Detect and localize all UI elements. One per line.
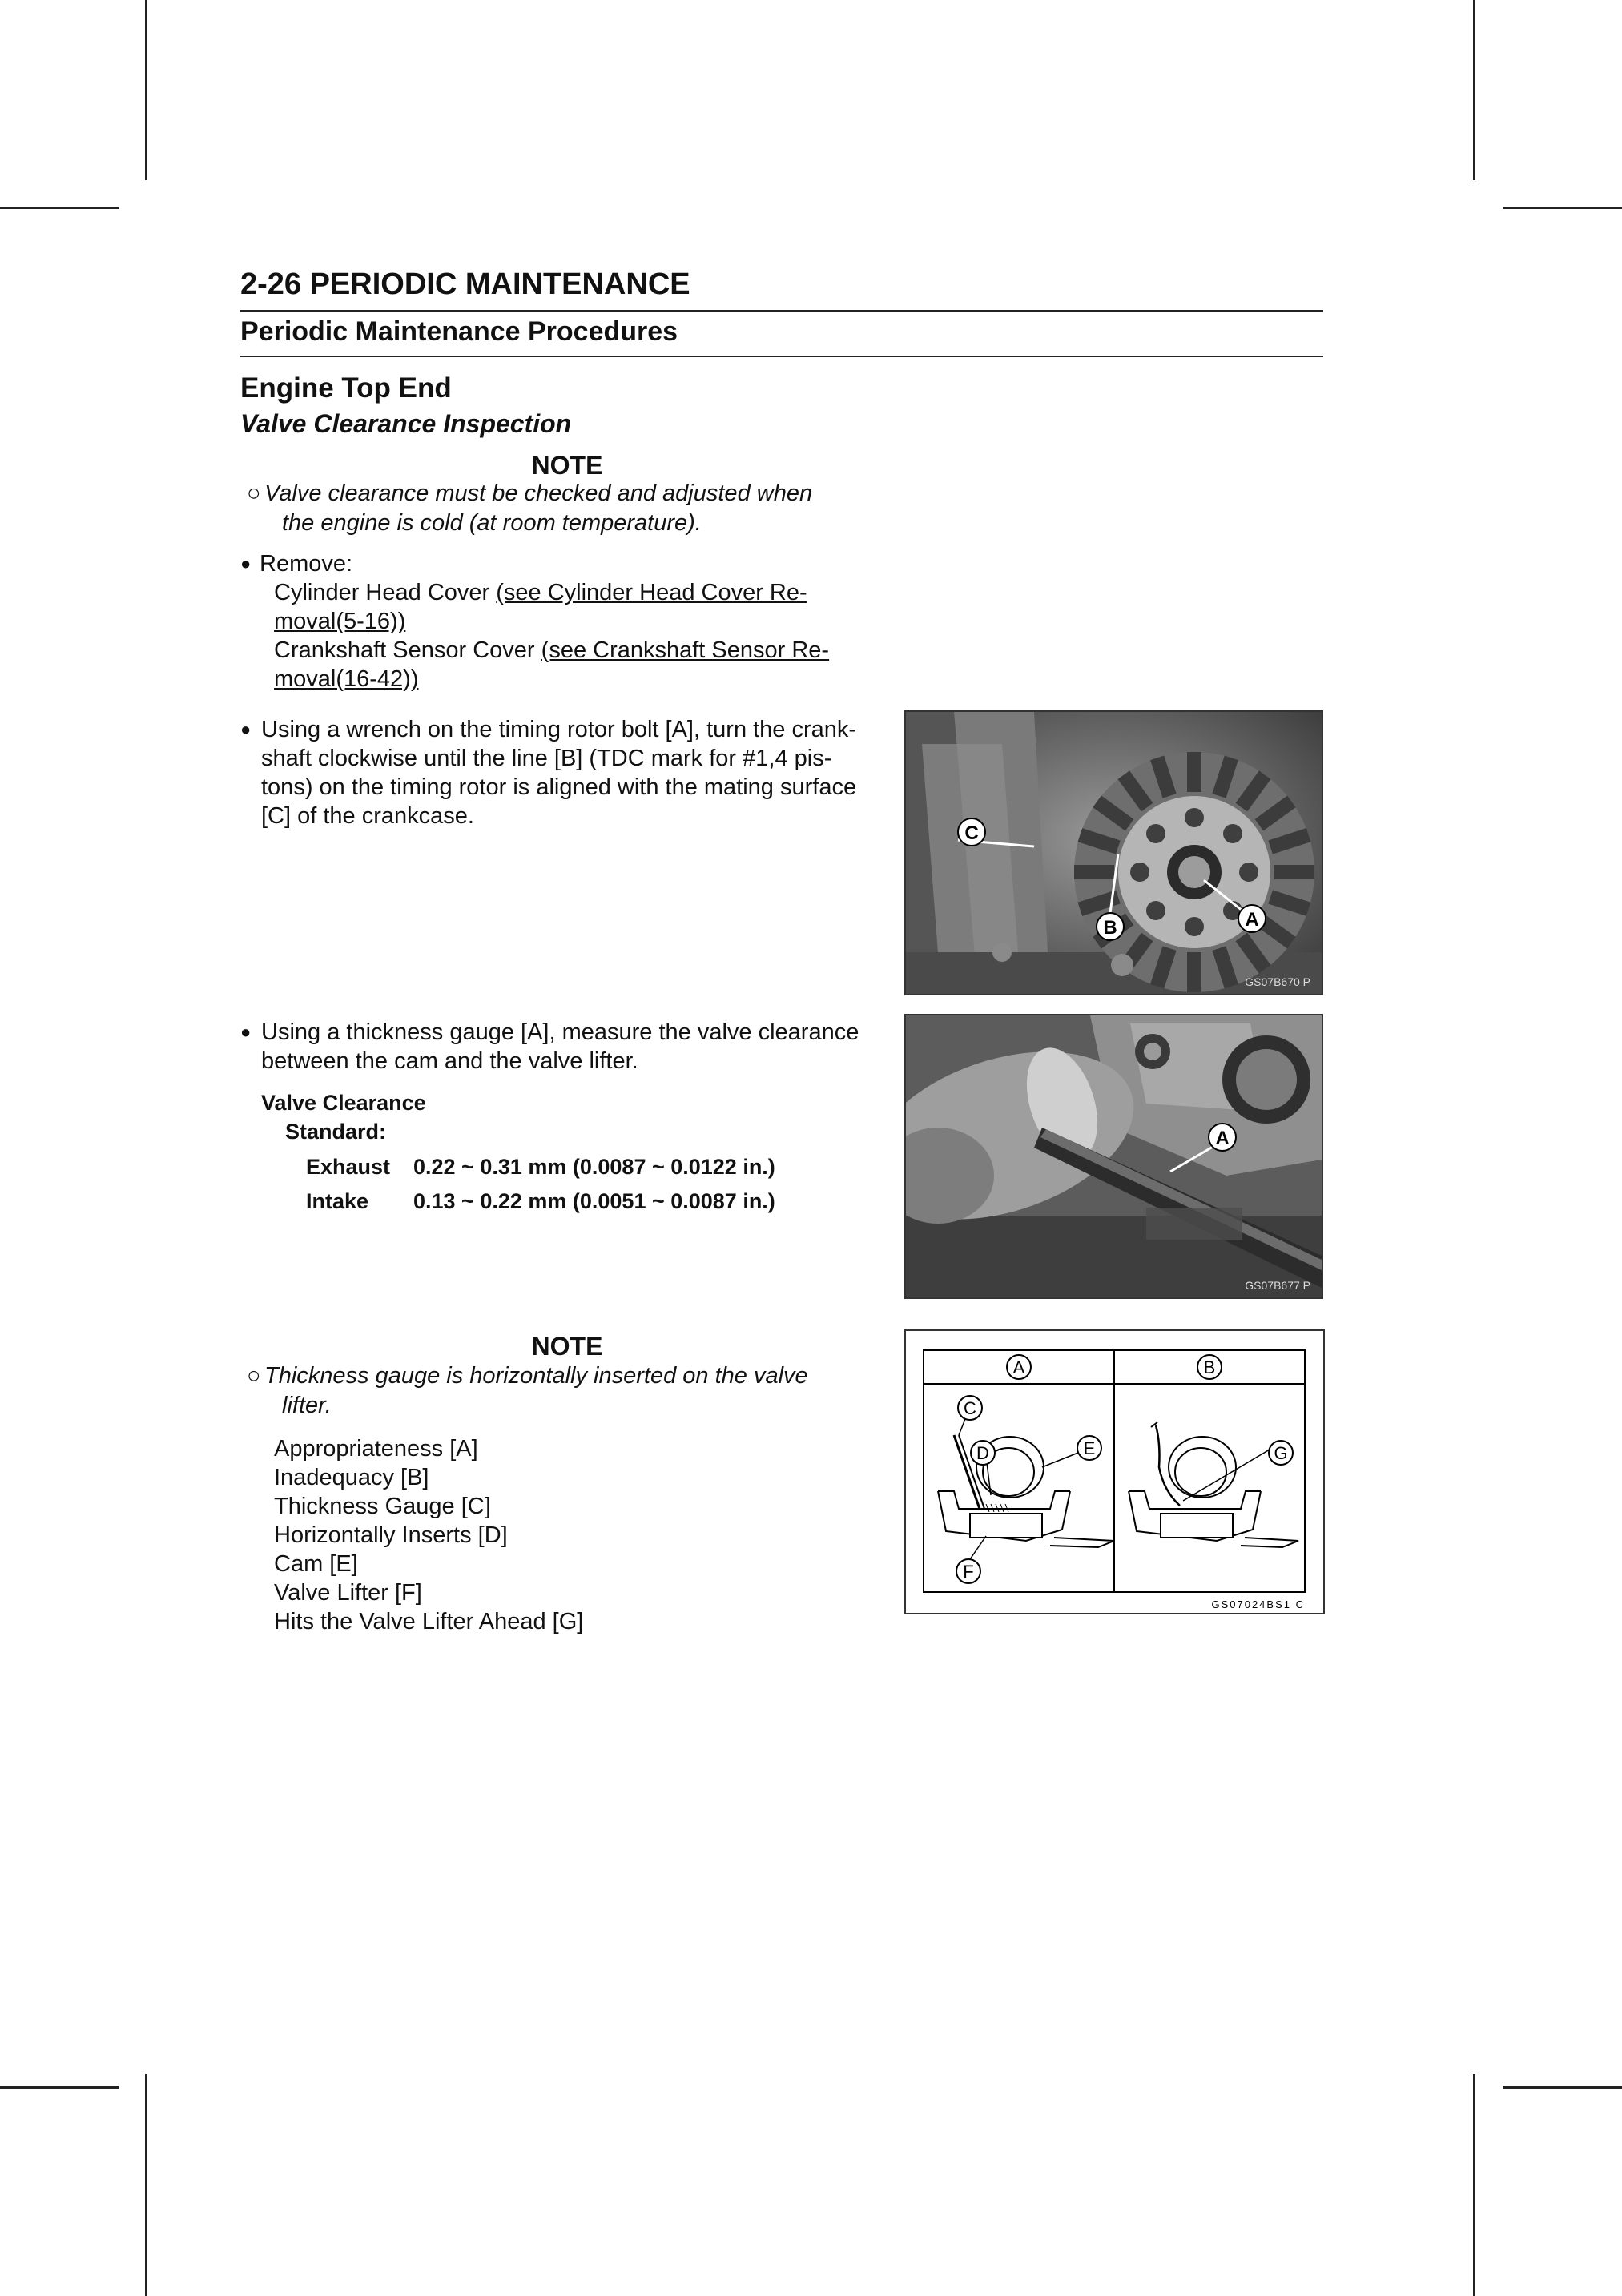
note-line: Valve clearance must be checked and adjusted when — [264, 481, 813, 506]
gauge-insertion-diagram — [904, 1329, 1325, 1614]
callout-a — [1209, 1124, 1236, 1151]
bullet-icon: ● — [240, 1022, 252, 1042]
crop-mark — [145, 0, 147, 180]
legend-item: Appropriateness [A] — [274, 1436, 478, 1462]
legend-item: Thickness Gauge [C] — [274, 1494, 491, 1519]
legend-list — [274, 1434, 583, 1636]
legend-item: Cam [E] — [274, 1551, 358, 1577]
label-b — [1197, 1355, 1222, 1379]
circle-bullet-icon: ○ — [247, 1363, 261, 1389]
crankshaft-sensor-cover-link[interactable]: (see Crankshaft Sensor Re- — [541, 637, 830, 663]
section-rule — [240, 356, 1323, 357]
cylinder-head-cover-link[interactable]: moval(5-16)) — [274, 609, 406, 634]
bullet-icon: ● — [240, 719, 252, 739]
remove-item-1 — [274, 578, 875, 607]
svg-text:A: A — [1245, 909, 1259, 931]
legend-item: Hits the Valve Lifter Ahead [G] — [274, 1609, 584, 1635]
step-line: [C] of the crankcase. — [261, 803, 474, 829]
crop-mark — [145, 2074, 147, 2296]
svg-text:D: D — [976, 1443, 989, 1463]
svg-text:C: C — [964, 1398, 976, 1418]
svg-text:A: A — [1215, 1128, 1230, 1149]
step-gauge-text — [261, 1018, 878, 1076]
header-rule — [240, 310, 1323, 312]
legend-item: Valve Lifter [F] — [274, 1580, 422, 1606]
spec-row-intake-label: Intake — [306, 1189, 369, 1213]
timing-rotor-image — [906, 712, 1322, 994]
cylinder-head-cover-link[interactable]: (see Cylinder Head Cover Re- — [496, 580, 807, 605]
legend-item: Horizontally Inserts [D] — [274, 1522, 508, 1548]
gauge-insertion-drawing — [906, 1331, 1323, 1613]
step-line: between the cam and the valve lifter. — [261, 1048, 638, 1074]
remove-item-2-cont — [274, 665, 419, 694]
topic-title: Engine Top End — [240, 372, 452, 404]
label-f — [956, 1559, 980, 1583]
label-a — [1007, 1355, 1031, 1379]
circle-bullet-icon: ○ — [247, 481, 261, 506]
remove-item-text: Cylinder Head Cover — [274, 580, 497, 605]
svg-text:B: B — [1203, 1357, 1216, 1377]
callout-b — [1097, 913, 1124, 940]
section-title: Periodic Maintenance Procedures — [240, 316, 678, 347]
spec-title: Valve Clearance — [261, 1091, 426, 1115]
crop-mark — [1473, 0, 1475, 180]
figure-code: GS07B677 P — [1245, 1279, 1310, 1292]
label-g — [1269, 1441, 1293, 1465]
figure-code: GS07B670 P — [1245, 975, 1310, 988]
topic-subtitle: Valve Clearance Inspection — [240, 409, 572, 438]
label-c — [958, 1396, 982, 1420]
spec-row-exhaust-label: Exhaust — [306, 1155, 391, 1179]
label-d — [971, 1441, 995, 1465]
step-line: Using a thickness gauge [A], measure the valve clearance — [261, 1019, 859, 1045]
step-line: shaft clockwise until the line [B] (TDC mark for #1,4 pis- — [261, 746, 832, 771]
remove-step — [240, 549, 352, 578]
spec-row-intake-value: 0.13 ~ 0.22 mm (0.0051 ~ 0.0087 in.) — [413, 1189, 775, 1213]
callout-a — [1238, 905, 1266, 932]
step-line: tons) on the timing rotor is aligned with the mating surface — [261, 774, 857, 800]
crop-mark — [1503, 207, 1622, 209]
legend-item: Inadequacy [B] — [274, 1465, 429, 1490]
callout-c — [958, 818, 985, 846]
note-line: Thickness gauge is horizontally inserted on the valve — [264, 1363, 808, 1389]
spec-standard: Standard: — [285, 1120, 387, 1144]
crankshaft-sensor-cover-link[interactable]: moval(16-42)) — [274, 666, 419, 692]
figure-code: GS07024BS1 C — [1211, 1598, 1305, 1610]
step-line: Using a wrench on the timing rotor bolt [A], turn the crank- — [261, 717, 857, 742]
thickness-gauge-photo — [904, 1014, 1323, 1299]
crop-mark — [0, 207, 119, 209]
crop-mark — [1473, 2074, 1475, 2296]
crop-mark — [1503, 2086, 1622, 2089]
svg-text:C: C — [964, 822, 979, 844]
thickness-gauge-image — [906, 1015, 1322, 1297]
bullet-icon: ● — [240, 553, 252, 573]
spec-row-exhaust-value: 0.22 ~ 0.31 mm (0.0087 ~ 0.0122 in.) — [413, 1155, 775, 1179]
svg-text:E: E — [1083, 1438, 1096, 1458]
note-text — [247, 479, 875, 509]
note-title: NOTE — [531, 1332, 603, 1361]
step-wrench-text — [261, 715, 875, 830]
svg-text:B: B — [1103, 917, 1117, 939]
svg-text:G: G — [1274, 1443, 1288, 1463]
crop-mark — [0, 2086, 119, 2089]
remove-item-2 — [274, 636, 875, 665]
remove-label: Remove: — [260, 551, 353, 577]
timing-rotor-photo — [904, 710, 1323, 995]
label-e — [1077, 1436, 1101, 1460]
note-title: NOTE — [531, 451, 603, 480]
page-title: 2-26 PERIODIC MAINTENANCE — [240, 267, 690, 301]
note-text: the engine is cold (at room temperature). — [282, 510, 702, 536]
note-text: lifter. — [282, 1393, 332, 1418]
svg-text:F: F — [963, 1562, 974, 1582]
remove-item-text: Crankshaft Sensor Cover — [274, 637, 541, 663]
note-text — [247, 1361, 875, 1391]
remove-item-1-cont — [274, 607, 405, 636]
svg-text:A: A — [1012, 1357, 1025, 1377]
